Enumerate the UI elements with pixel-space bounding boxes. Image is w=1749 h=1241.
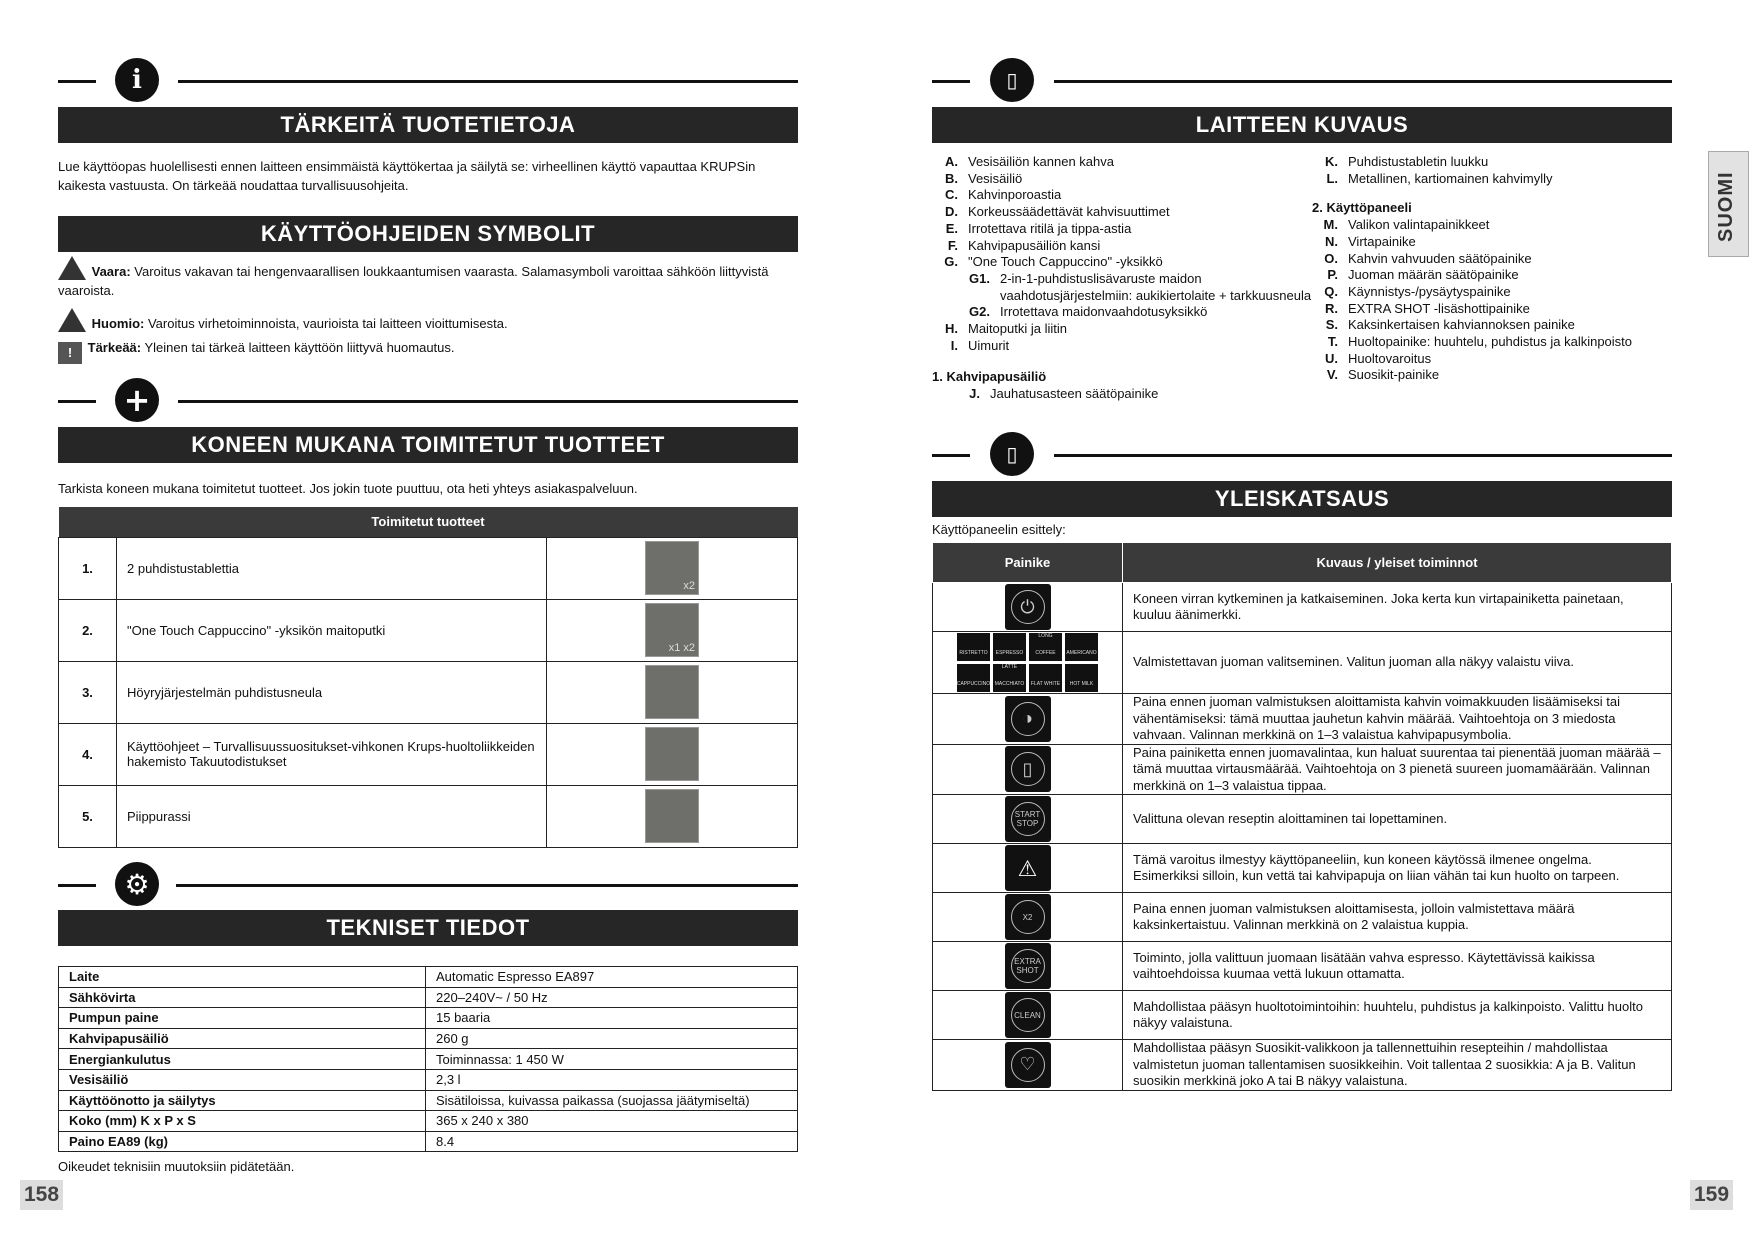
section-divider [932,428,1672,482]
item-letter: T. [1327,334,1338,350]
overview-intro: Käyttöpaneelin esittely: [932,522,1066,537]
table-row [933,991,1672,1040]
spec-value: 8.4 [426,1131,798,1152]
list-item [932,204,1312,221]
spec-value: 220–240V~ / 50 Hz [426,987,798,1008]
item-text: Juoman määrän säätöpainike [1348,267,1519,283]
group-heading: 2. Käyttöpaneeli [1312,200,1412,216]
symbol-note [58,338,798,364]
item-letter: N. [1325,233,1338,249]
item-text: Metallinen, kartiomainen kahvimylly [1348,170,1553,186]
note-text: Yleinen tai tärkeä laitteen käyttöön liittyvä huomautus. [144,340,455,355]
start-stop-icon [1005,796,1051,842]
row-description: 2 puhdistustablettia [117,537,547,599]
drink-button-icon: AMERICANO [1065,633,1098,661]
spec-name: Paino EA89 (kg) [59,1131,426,1152]
button-icon-cell [933,893,1123,942]
volume-icon [1005,746,1051,792]
warning-icon [1005,845,1051,891]
item-text: Uimurit [968,337,1010,353]
spec-name: Käyttöönotto ja säilytys [59,1090,426,1111]
list-item [932,254,1312,271]
item-text: Jauhatusasteen säätöpainike [990,386,1159,402]
item-letter: K. [1325,154,1338,169]
table-row [59,785,798,847]
spec-name: Kahvipapusäiliö [59,1028,426,1049]
button-icon-cell [933,1040,1123,1091]
tech-table [58,966,798,1152]
table-row [59,1090,798,1111]
button-icon-cell [933,744,1123,795]
item-text: Korkeussäädettävät kahvisuuttimet [968,204,1170,220]
item-text: 2-in-1-puhdistuslisävaruste maidon vaahdotusjärjestelmiin: aukikiertolaite + tarkkuusneula [1000,270,1312,303]
spec-name: Laite [59,967,426,988]
list-item [932,386,1312,403]
button-description: Paina ennen juoman valmistuksen aloittamista kahvin voimakkuuden lisäämiseksi tai vähentämiseksi: tämä muuttaa jauhetun kahvin määrää. Vaihtoehtoja on 3 miedosta vahvaan. Valinnan merkkinä on 1–3 valaistua kahvipapusymbolia. [1123,694,1672,745]
spec-value: Automatic Espresso EA897 [426,967,798,988]
caution-text: Varoitus virhetoiminnoista, vaurioista tai laitteen vioittumisesta. [147,316,508,331]
caution-label: Huomio: [91,316,145,331]
spec-value: 365 x 240 x 380 [426,1111,798,1132]
table-row [933,583,1672,632]
row-image-cell [547,599,798,661]
item-text: Kaksinkertaisen kahviannoksen painike [1348,317,1575,333]
plus-icon: + [115,378,159,422]
icon-glyph: ▯ [1011,752,1045,786]
drink-menu-icon [957,633,1098,692]
row-description: "One Touch Cappuccino" -yksikön maitoputki [117,599,547,661]
page-number-left: 158 [20,1180,63,1210]
table-row [933,942,1672,991]
button-description: Mahdollistaa pääsyn Suosikit-valikkoon ja tallennettuihin resepteihin / mahdollistaa valmistetun juoman tallentamisen suosikkeihin. Voit tallentaa 2 suosikkia: A ja B. Valitun suosikin merkkinä joko A tai B näkyy valaistuna. [1123,1040,1672,1091]
item-text: Huoltopainike: huuhtelu, puhdistus ja kalkinpoisto [1348,334,1633,350]
table-row [59,537,798,599]
item-letter: P. [1327,267,1338,283]
item-letter: G2. [969,304,990,320]
section-title-overview: YLEISKATSAUS [932,481,1672,517]
table-row [59,987,798,1008]
item-text: Huoltovaroitus [1348,350,1432,366]
section-title-symbols: KÄYTTÖOHJEIDEN SYMBOLIT [58,216,798,252]
icon-glyph: ◑ [1011,702,1045,736]
row-number: 1. [59,537,117,599]
coffee-machine-icon: ▯ [990,432,1034,476]
product-image [645,603,699,657]
button-icon-cell [933,632,1123,694]
list-item [1312,284,1672,301]
item-letter: C. [945,187,958,203]
icon-glyph: EXTRA SHOT [1011,949,1045,983]
icon-glyph: ⚠ [1017,855,1038,881]
button-icon-cell [933,583,1123,632]
item-text: "One Touch Cappuccino" -yksikkö [968,254,1163,270]
table-row [933,795,1672,844]
row-image-cell [547,723,798,785]
overview-table [932,542,1672,1091]
list-item [1312,267,1672,284]
list-item [1312,251,1672,268]
table-row [59,1028,798,1049]
icon-glyph: ⏻ [1011,590,1045,624]
quantity-badge: x2 [683,580,695,592]
parts-list-left [932,154,1312,403]
item-text: Käynnistys-/pysäytyspainike [1348,283,1511,299]
item-letter: V. [1326,367,1338,383]
row-image-cell [547,785,798,847]
section-title-tech: TEKNISET TIEDOT [58,910,798,946]
section-divider [58,374,798,428]
gear-icon: ⚙ [115,862,159,906]
coffee-machine-icon: ▯ [990,58,1034,102]
item-letter: S. [1325,317,1338,333]
table-row [59,1049,798,1070]
drink-button-icon: ESPRESSO [993,633,1026,661]
icon-glyph: CLEAN [1011,998,1045,1032]
table-row [59,599,798,661]
supplied-table [58,507,798,848]
button-icon-cell [933,844,1123,893]
list-item [932,304,1312,321]
list-item [1312,154,1672,171]
item-text: Vesisäiliö [968,170,1023,186]
list-item [1312,171,1672,188]
table-row [59,967,798,988]
button-description: Mahdollistaa pääsyn huoltotoimintoihin: huuhtelu, puhdistus ja kalkinpoisto. Valittu huolto näkyy valaistuna. [1123,991,1672,1040]
item-text: Virtapainike [1348,233,1416,249]
spec-value: Sisätiloissa, kuivassa paikassa (suojassa jäätymiseltä) [426,1090,798,1111]
column-header-button: Painike [933,543,1123,583]
drink-button-icon: RISTRETTO [957,633,990,661]
table-row [933,893,1672,942]
favourite-icon [1005,1042,1051,1088]
item-letter: E. [945,220,958,236]
item-letter: B. [945,170,958,186]
left-page [58,0,798,1241]
row-number: 5. [59,785,117,847]
list-item [1312,217,1672,234]
item-letter: Q. [1324,283,1338,299]
supplied-table-header: Toimitetut tuotteet [59,507,798,537]
symbol-danger [58,256,798,300]
item-letter: U. [1325,350,1338,366]
spec-value: Toiminnassa: 1 450 W [426,1049,798,1070]
section-divider [58,858,798,912]
list-item [1312,334,1672,351]
row-description: Höyryjärjestelmän puhdistusneula [117,661,547,723]
table-row [933,744,1672,795]
symbol-caution [58,308,798,333]
item-letter: H. [945,321,958,337]
item-text: EXTRA SHOT -lisäshottipainike [1348,300,1530,316]
button-icon-cell [933,942,1123,991]
row-image-cell [547,661,798,723]
table-row [933,1040,1672,1091]
table-row [59,661,798,723]
list-item [1312,234,1672,251]
table-row [933,632,1672,694]
icon-glyph: X2 [1011,900,1045,934]
item-text: Irrotettava ritilä ja tippa-astia [968,220,1132,236]
item-text: Puhdistustabletin luukku [1348,154,1489,169]
item-text: Kahvin vahvuuden säätöpainike [1348,250,1532,266]
list-item [932,321,1312,338]
info-icon: i [115,58,159,102]
spec-name: Energiankulutus [59,1049,426,1070]
drink-button-icon: LONG COFFEE [1029,633,1062,661]
item-text: Irrotettava maidonvaahdotusyksikkö [1000,304,1208,320]
tech-footnote: Oikeudet teknisiin muutoksiin pidätetään. [58,1159,295,1174]
section-divider [932,54,1672,108]
product-image [645,665,699,719]
button-description: Paina ennen juoman valmistuksen aloittamisesta, jolloin valmistettava määrä kaksinkertaistuu. Valinnan merkkinä on 2 valaistua kuppia. [1123,893,1672,942]
table-row [933,844,1672,893]
item-letter: F. [947,237,958,253]
item-letter: R. [1325,300,1338,316]
drink-button-icon: FLAT WHITE [1029,664,1062,692]
button-icon-cell [933,694,1123,745]
list-item [932,271,1312,304]
item-letter: I. [950,337,958,353]
icon-glyph: ♡ [1011,1048,1045,1082]
drink-button-icon: HOT MILK [1065,664,1098,692]
button-icon-cell [933,991,1123,1040]
table-row [59,723,798,785]
important-intro: Lue käyttöopas huolellisesti ennen laitteen ensimmäistä käyttökertaa ja säilytä se: virheellinen käyttö vapauttaa KRUPSin kaikesta vastuusta. On tärkeää noudattaa turvallisuusohjeita. [58,159,756,193]
table-row [59,1111,798,1132]
page-number-right: 159 [1690,1180,1733,1210]
item-letter: A. [945,154,958,169]
product-image [645,789,699,843]
item-letter: G. [944,254,958,270]
x2-icon [1005,894,1051,940]
item-letter: M. [1323,217,1338,233]
table-row [59,1131,798,1152]
section-divider [58,54,798,108]
note-label: Tärkeää: [87,340,142,355]
icon-glyph: START STOP [1011,802,1045,836]
spec-value: 15 baaria [426,1008,798,1029]
spec-name: Vesisäiliö [59,1069,426,1090]
spec-name: Pumpun paine [59,1008,426,1029]
list-item [932,221,1312,238]
button-description: Valittuna olevan reseptin aloittaminen tai lopettaminen. [1123,795,1672,844]
row-image-cell [547,537,798,599]
spec-name: Sähkövirta [59,987,426,1008]
item-letter: L. [1326,170,1338,186]
row-description: Käyttöohjeet – Turvallisuussuositukset-vihkonen Krups-huoltoliikkeiden hakemisto Takuutodistukset [117,723,547,785]
warning-triangle-icon [58,308,86,332]
item-letter: G1. [969,270,990,286]
button-description: Tämä varoitus ilmestyy käyttöpaneeliin, kun koneen käytössä ilmenee ongelma. Esimerkiksi silloin, kun vettä tai kahvipapuja on liian vähän tai kun huolto on tarpeen. [1123,844,1672,893]
list-item [932,238,1312,255]
item-text: Kahvinporoastia [968,187,1062,203]
section-title-description: LAITTEEN KUVAUS [932,107,1672,143]
row-number: 3. [59,661,117,723]
list-item [932,171,1312,188]
item-text: Suosikit-painike [1348,367,1440,383]
list-item [932,187,1312,204]
lightning-warning-icon [58,256,86,280]
button-description: Toiminto, jolla valittuun juomaan lisätään vahva espresso. Käytettävissä kaikissa vaihtoehdoissa kuumaa vettä lukuun ottamatta. [1123,942,1672,991]
table-row [933,694,1672,745]
item-letter: O. [1324,250,1338,266]
list-item [1312,317,1672,334]
row-number: 4. [59,723,117,785]
product-image [645,727,699,781]
language-tab [1708,151,1749,257]
item-letter: J. [969,386,980,402]
coffee-strength-icon [1005,696,1051,742]
spec-name: Koko (mm) K x P x S [59,1111,426,1132]
button-icon-cell [933,795,1123,844]
button-description: Paina painiketta ennen juomavalintaa, kun haluat suurentaa tai pienentää juoman määrää – tämä muuttaa virtausmäärää. Vaihtoehtoja on 3 pienetä suureen juomamäärään. Valinnan merkkinä on 1–3 valaistua tippaa. [1123,744,1672,795]
drink-button-icon: LATTE MACCHIATO [993,664,1026,692]
power-icon [1005,584,1051,630]
item-text: Valikon valintapainikkeet [1348,217,1490,233]
product-image [645,541,699,595]
right-page [932,0,1672,1241]
extra-shot-icon [1005,943,1051,989]
table-row [59,1008,798,1029]
quantity-badge: x1 x2 [668,642,695,654]
danger-text: Varoitus vakavan tai hengenvaarallisen loukkaantumisen vaarasta. Salamasymboli varoittaa sähköön liittyvistä vaaroista. [58,264,769,298]
row-description: Piippurassi [117,785,547,847]
item-text: Maitoputki ja liitin [968,321,1067,337]
language-tab-label: SUOMI [1715,171,1737,242]
group-heading: 1. Kahvipapusäiliö [932,369,1047,385]
button-description: Koneen virran kytkeminen ja katkaiseminen. Joka kerta kun virtapainiketta painetaan, kuuluu äänimerkki. [1123,583,1672,632]
parts-list-right [1312,154,1672,384]
supplied-intro: Tarkista koneen mukana toimitetut tuotteet. Jos jokin tuote puuttuu, ota heti yhteys asiakaspalveluun. [58,481,638,496]
exclamation-note-icon: ! [58,342,82,364]
row-number: 2. [59,599,117,661]
list-item [932,338,1312,355]
list-item [1312,351,1672,368]
drink-button-icon: CAPPUCCINO [957,664,990,692]
list-item [1312,367,1672,384]
spec-value: 2,3 l [426,1069,798,1090]
section-title-supplied: KONEEN MUKANA TOIMITETUT TUOTTEET [58,427,798,463]
item-letter: D. [945,204,958,220]
item-text: Vesisäiliön kannen kahva [968,154,1114,169]
list-item [1312,301,1672,318]
clean-icon [1005,992,1051,1038]
danger-label: Vaara: [91,264,131,279]
spec-value: 260 g [426,1028,798,1049]
table-row [59,1069,798,1090]
item-text: Kahvipapusäiliön kansi [968,237,1101,253]
list-item [932,154,1312,171]
button-description: Valmistettavan juoman valitseminen. Valitun juoman alla näkyy valaistu viiva. [1123,632,1672,694]
section-title-important: TÄRKEITÄ TUOTETIETOJA [58,107,798,143]
column-header-description: Kuvaus / yleiset toiminnot [1123,543,1672,583]
